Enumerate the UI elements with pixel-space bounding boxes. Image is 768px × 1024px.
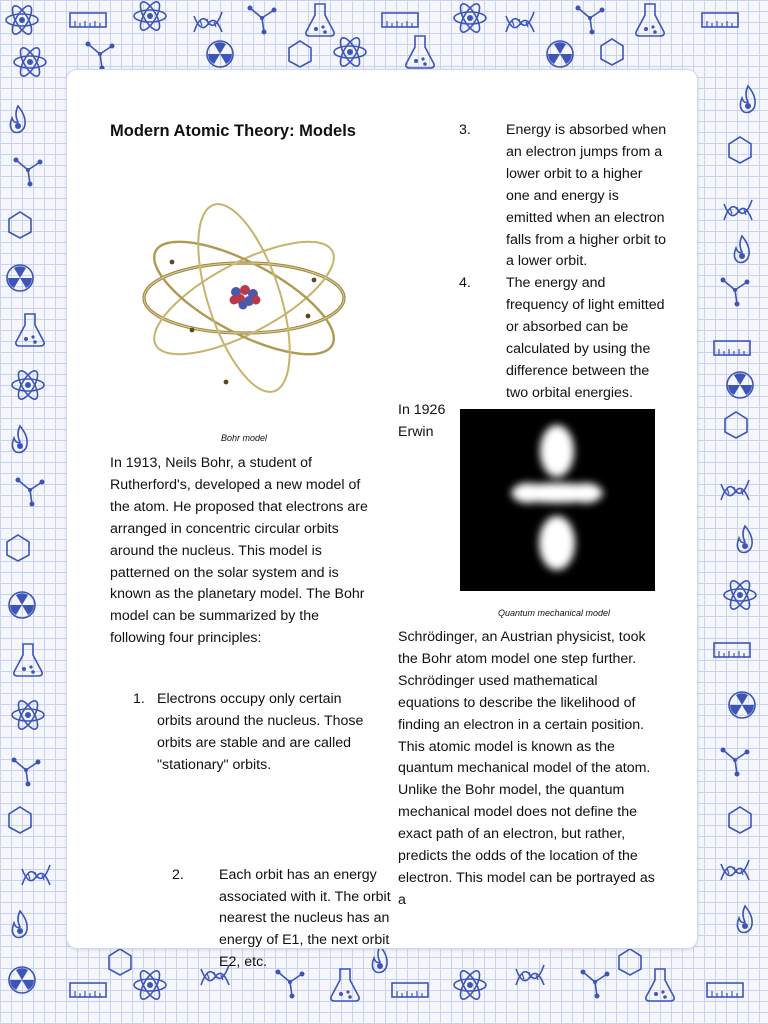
- list-item: [133, 689, 377, 777]
- bohr-intro-paragraph: In 1913, Neils Bohr, a student of Rutherford's, developed a new model of the atom. He proposed that electrons are arranged in concentric circular orbits around the nucleus. This model is patterned on the solar system and is known as the planetary model. The Bohr model can be summarized by the following four principles:: [110, 455, 368, 647]
- list-item-text: Energy is absorbed when an electron jumps from a lower orbit to a higher one and energy is emitted when an electron falls from a higher orbit to a lower orbit.: [506, 122, 667, 270]
- schrodinger-intro-fragment: [398, 400, 458, 444]
- list-item-text: The energy and frequency of light emitted or absorbed can be calculated by using the difference between the two orbital energies.: [506, 275, 665, 401]
- list-item-number: 3.: [459, 122, 471, 138]
- list-item: [459, 273, 669, 404]
- quantum-orbital-illustration: [460, 409, 655, 591]
- principle-list: [459, 120, 669, 405]
- list-item-text: Electrons occupy only certain orbits around the nucleus. Those orbits are stable and are called "stationary" orbits.: [157, 691, 364, 773]
- intro-line: Erwin: [398, 423, 434, 440]
- list-item-number: 4.: [459, 275, 471, 292]
- page-title: Modern Atomic Theory: Models: [110, 122, 356, 140]
- list-item-number: 1.: [133, 691, 145, 707]
- list-item: [459, 120, 669, 273]
- list-item-text: Each orbit has an energy associated with it. The orbit nearest the nucleus has an energy of E1, the next orbit E2, etc.: [219, 866, 391, 971]
- list-item-number: 2.: [172, 866, 184, 883]
- nucleus: [230, 285, 261, 310]
- intro-line: In 1926: [398, 402, 446, 418]
- bohr-atom-illustration: [142, 198, 347, 398]
- schrodinger-paragraph: Schrödinger, an Austrian physicist, took the Bohr atom model one step further. Schrödinger used mathematical equations to describe the likelihood of finding an electron in a certain position. This atomic model is known as the quantum mechanical model of the atom. Unlike the Bohr model, the quantum mechanical model does not define the exact path of an electron, but rather, predicts the odds of the location of the electron. This model can be portrayed as a: [398, 629, 655, 908]
- qm-model-caption: Quantum mechanical model: [498, 608, 611, 618]
- list-item: [172, 865, 399, 975]
- bohr-model-caption: Bohr model: [221, 433, 268, 443]
- electrons: [170, 260, 317, 385]
